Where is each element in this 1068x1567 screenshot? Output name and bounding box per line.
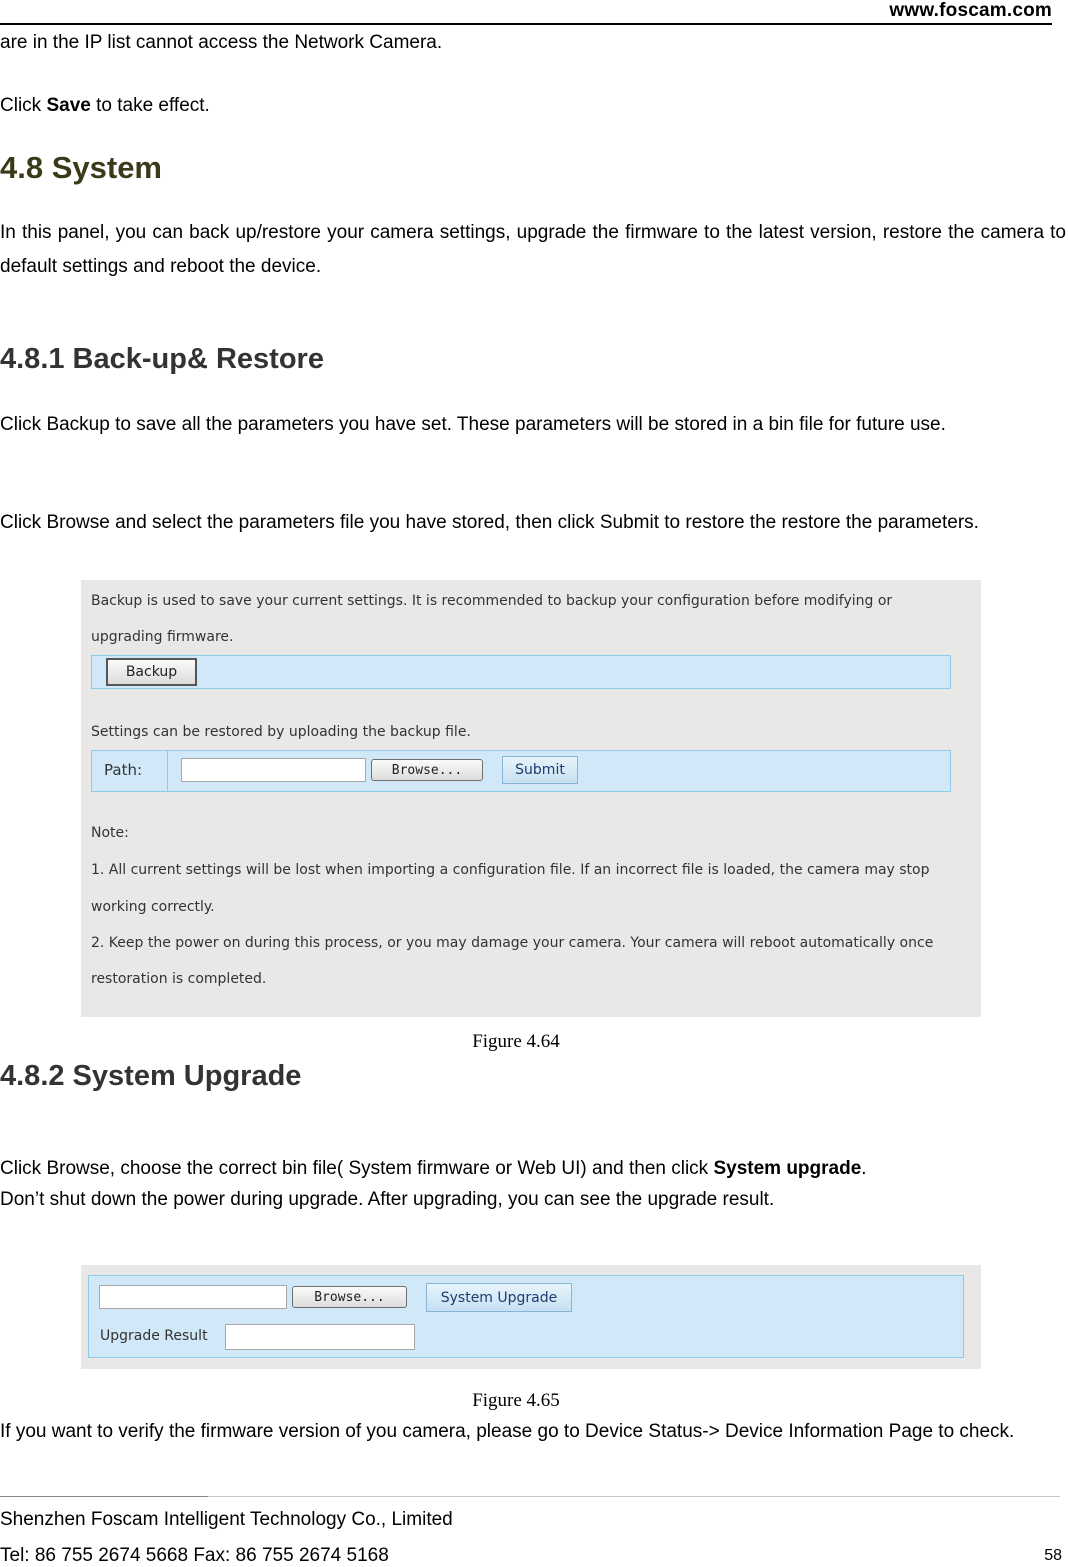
system-upgrade-keyword: System upgrade: [713, 1158, 862, 1179]
header-divider: [0, 23, 1052, 25]
upgrade-instruction: [0, 1152, 1066, 1186]
save-instruction-suffix: to take effect.: [90, 95, 210, 116]
backup-button[interactable]: Backup: [106, 658, 197, 686]
backup-description: Click Backup to save all the parameters you have set. These parameters will be stored in a bin file for future use.: [0, 414, 946, 435]
backup-restore-panel: [81, 580, 981, 1017]
section-heading-system-upgrade: 4.8.2 System Upgrade: [0, 1060, 302, 1092]
system-description: In this panel, you can back up/restore your camera settings, upgrade the firmware to the latest version, restore the camera to default settings and reboot the device.: [0, 222, 1066, 277]
browse-button[interactable]: Browse...: [371, 759, 483, 781]
firmware-file-input[interactable]: [99, 1285, 287, 1309]
backup-desc-line2: upgrading firmware.: [91, 629, 234, 645]
note2-line1: 2. Keep the power on during this process, or you may damage your camera. Your camera will reboot automatically once: [91, 935, 934, 951]
page-number: 58: [1044, 1547, 1062, 1564]
upgrade-warning: Don’t shut down the power during upgrade. After upgrading, you can see the upgrade result.: [0, 1189, 775, 1210]
footer-contact: Tel: 86 755 2674 5668 Fax: 86 755 2674 5168: [0, 1545, 389, 1566]
system-upgrade-panel: [81, 1265, 981, 1369]
path-label-cell: [92, 751, 168, 791]
upgrade-instruction-prefix: Click Browse, choose the correct bin file( System firmware or Web UI) and then click: [0, 1158, 714, 1179]
upgrade-result-label: Upgrade Result: [100, 1328, 208, 1344]
note2-line2: restoration is completed.: [91, 971, 267, 987]
restore-path-row: [91, 750, 951, 792]
intro-line: are in the IP list cannot access the Network Camera.: [0, 32, 443, 53]
note-title: Note:: [91, 825, 129, 841]
note1-line1: 1. All current settings will be lost when importing a configuration file. If an incorrect file is loaded, the camera may stop: [91, 862, 930, 878]
note1-line2: working correctly.: [91, 899, 215, 915]
save-instruction-prefix: Click: [0, 95, 47, 116]
restore-file-path-input[interactable]: [181, 758, 366, 782]
section-heading-backup-restore: 4.8.1 Back-up& Restore: [0, 343, 324, 375]
upgrade-file-row: [88, 1275, 964, 1319]
upgrade-result-row: [88, 1317, 964, 1358]
upgrade-instruction-suffix: .: [861, 1158, 867, 1179]
path-label: Path:: [104, 761, 143, 779]
backup-row: [91, 655, 951, 689]
system-upgrade-button[interactable]: System Upgrade: [426, 1283, 572, 1312]
restore-desc: Settings can be restored by uploading the backup file.: [91, 724, 471, 740]
firmware-version-note: If you want to verify the firmware version of you camera, please go to Device Status-> Device Information Page to check.: [0, 1421, 1015, 1442]
firmware-browse-button[interactable]: Browse...: [292, 1286, 407, 1308]
upgrade-result-field: [225, 1324, 415, 1350]
save-keyword: Save: [46, 95, 91, 116]
figure-caption-464: Figure 4.64: [472, 1031, 560, 1052]
footer-divider-accent: [0, 1496, 208, 1497]
site-url[interactable]: www.foscam.com: [889, 0, 1052, 21]
backup-desc-line1: Backup is used to save your current settings. It is recommended to backup your configuration before modifying or: [91, 593, 893, 609]
save-instruction: [0, 89, 1066, 123]
figure-caption-465: Figure 4.65: [472, 1390, 560, 1411]
submit-button[interactable]: Submit: [502, 756, 578, 784]
footer-company: Shenzhen Foscam Intelligent Technology Co., Limited: [0, 1509, 453, 1530]
section-heading-system: 4.8 System: [0, 150, 162, 185]
restore-description: Click Browse and select the parameters file you have stored, then click Submit to restore the restore the parameters.: [0, 512, 979, 533]
